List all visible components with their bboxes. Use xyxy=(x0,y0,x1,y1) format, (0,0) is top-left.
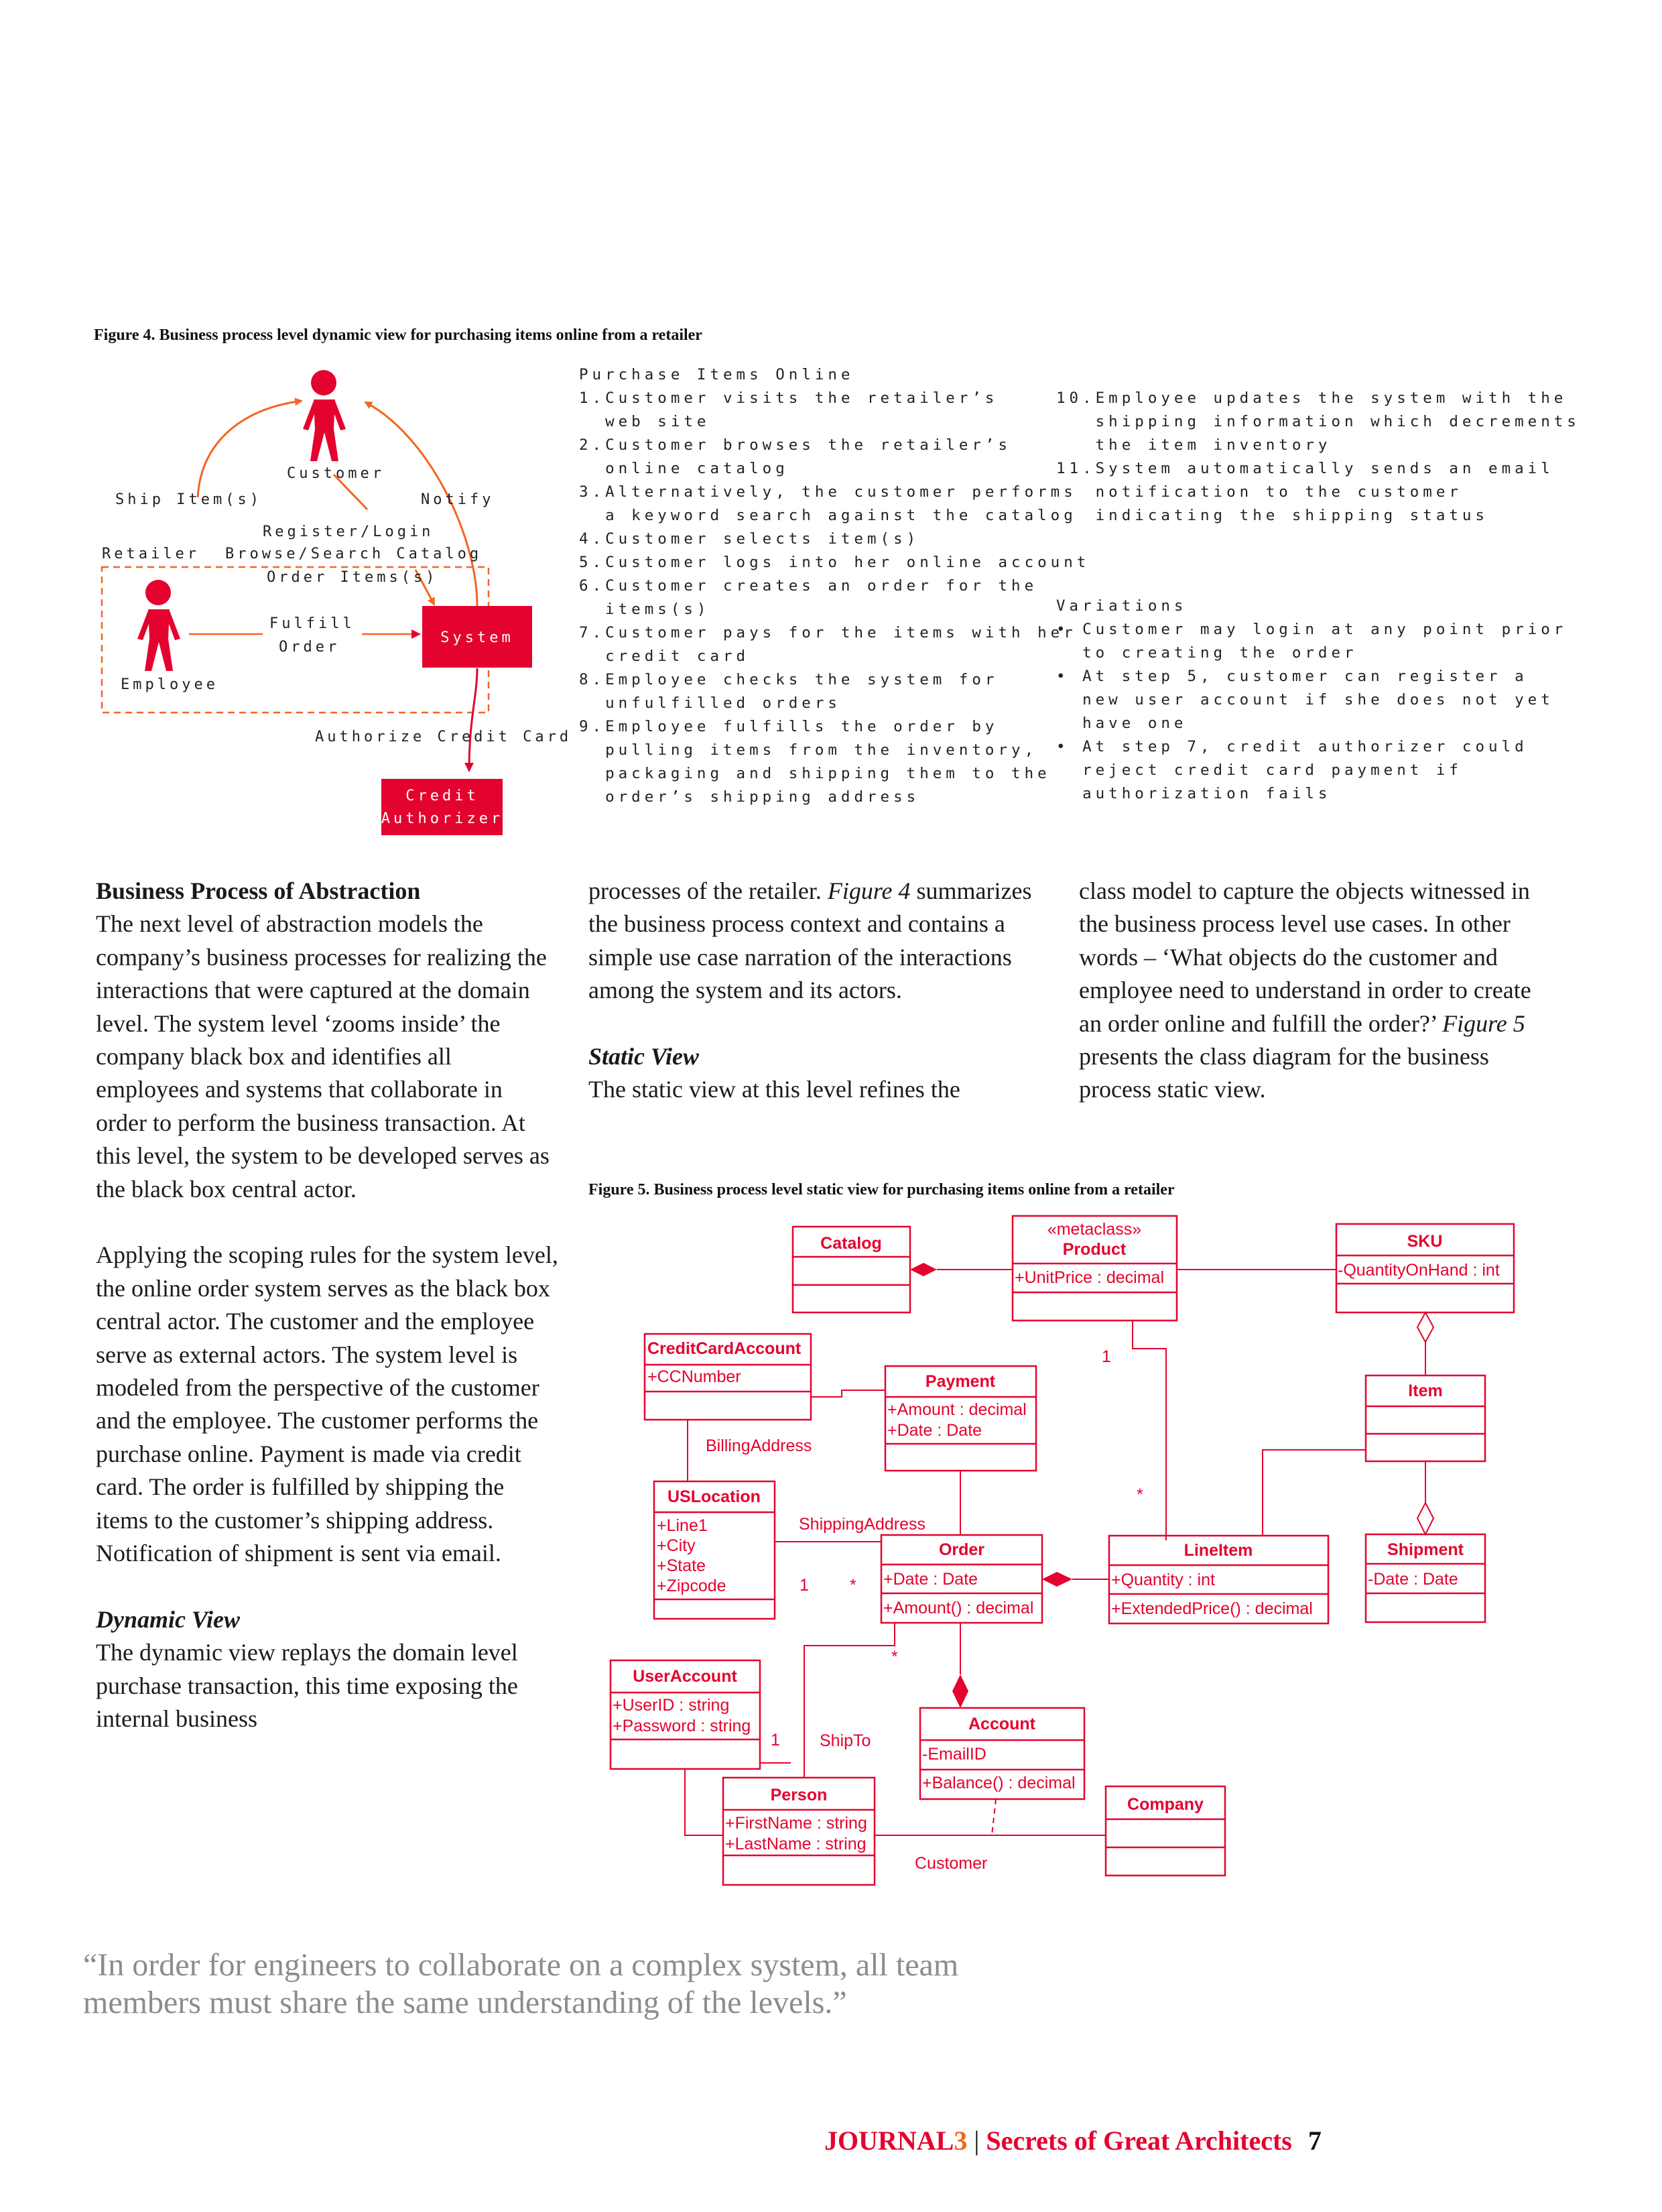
step-line: 9.Employee fulfills the order by xyxy=(579,718,999,735)
retailer-label: Retailer xyxy=(102,546,200,562)
mult-order-person-many: * xyxy=(891,1648,898,1666)
credit-card-account-name: CreditCardAccount xyxy=(647,1339,802,1358)
sku-name: SKU xyxy=(1407,1232,1443,1251)
step-line: shipping information which decrements xyxy=(1056,413,1580,430)
product-stereotype: «metaclass» xyxy=(1047,1220,1142,1239)
company-name: Company xyxy=(1127,1795,1204,1814)
step-line: order’s shipping address xyxy=(579,788,920,806)
variation-line: have one xyxy=(1056,715,1188,732)
step-line: 6.Customer creates an order for the xyxy=(579,577,1038,595)
pull-quote: “In order for engineers to collaborate on a complex system, all team members must share the same understanding of the levels.” xyxy=(83,1947,959,2020)
system-label: System xyxy=(440,629,514,646)
register-login-label: Register/Login xyxy=(263,524,434,540)
order-label: Order xyxy=(279,639,340,656)
variation-line: to creating the order xyxy=(1056,644,1358,662)
step-line: 7.Customer pays for the items with her xyxy=(579,624,1077,641)
step-line: items(s) xyxy=(579,601,710,618)
ship-items-label: Ship Item(s) xyxy=(115,491,262,508)
section-heading-static-view: Static View xyxy=(588,1043,700,1070)
step-line: 1.Customer visits the retailer’s xyxy=(579,389,999,407)
billing-address-label: BillingAddress xyxy=(706,1436,812,1455)
order-account-composition-icon xyxy=(952,1674,968,1708)
step-line: notification to the customer xyxy=(1056,483,1462,501)
col3-paragraph-1: class model to capture the objects witnessed in the business process level use cases. In other words – ‘What objects do the customer and employee need to understand in order to create an order online and fulfill the order?’ Figure 5 presents the class diagram for the business process static view. xyxy=(1079,877,1531,1103)
step-line: pulling items from the inventory, xyxy=(579,741,1038,759)
step-line: 2.Customer browses the retailer’s xyxy=(579,436,1012,454)
ship-to-label: ShipTo xyxy=(820,1731,871,1750)
footer-separator: | xyxy=(974,2126,980,2156)
step-line: unfulfilled orders xyxy=(579,694,841,712)
step-line: packaging and shipping them to the xyxy=(579,765,1051,782)
col2-paragraph-1: processes of the retailer. Figure 4 summarizes the business process context and contains a simple use case narration of the interactions among the system and its actors. xyxy=(588,877,1032,1004)
customer-label: Customer xyxy=(287,465,385,482)
person-attr-2: +LastName : string xyxy=(725,1835,867,1853)
step-line: 11.System automatically sends an email xyxy=(1056,460,1554,477)
credit-card-account-attr: +CCNumber xyxy=(647,1367,741,1386)
col1-paragraph-2: Applying the scoping rules for the system level, the online order system serves as the black box central actor. The customer and the employee serve as external actors. The system level is modeled from the perspective of the customer and the employee. The customer performs the purchase online. Payment is made via credit card. The order is fulfilled by shipping the items to the customer’s shipping address. Notification of shipment is sent via email. xyxy=(96,1241,558,1567)
catalog-product-composition-icon xyxy=(910,1263,937,1276)
shipping-address-label: ShippingAddress xyxy=(799,1515,926,1534)
uslocation-attr-2: +City xyxy=(657,1536,696,1555)
lineitem-op: +ExtendedPrice() : decimal xyxy=(1111,1599,1313,1618)
journal-logo: JOURNAL xyxy=(824,2126,954,2156)
person-name: Person xyxy=(770,1786,828,1804)
account-attr: -EmailID xyxy=(922,1745,986,1764)
variation-line: new user account if she does not yet xyxy=(1056,691,1554,709)
payment-name: Payment xyxy=(925,1372,996,1391)
account-op: +Balance() : decimal xyxy=(922,1774,1076,1792)
step-line: 4.Customer selects item(s) xyxy=(579,530,920,548)
footer-title: Secrets of Great Architects xyxy=(986,2126,1292,2156)
payment-attr-2: +Date : Date xyxy=(887,1421,982,1440)
uslocation-attr-1: +Line1 xyxy=(657,1516,708,1535)
page-number: 7 xyxy=(1307,2126,1322,2156)
step-line: credit card xyxy=(579,648,750,665)
variation-line: • Customer may login at any point prior xyxy=(1056,621,1568,638)
notify-label: Notify xyxy=(421,491,495,508)
sku-item-aggregation-icon xyxy=(1417,1312,1433,1342)
lineitem-attr: +Quantity : int xyxy=(1111,1571,1215,1589)
variation-line: authorization fails xyxy=(1056,785,1332,802)
account-name: Account xyxy=(968,1715,1035,1733)
footer xyxy=(824,2125,1322,2156)
step-line: 5.Customer logs into her online account xyxy=(579,554,1090,571)
uslocation-attr-3: +State xyxy=(657,1556,706,1575)
section-heading-business-process: Business Process of Abstraction xyxy=(96,877,421,904)
product-attr: +UnitPrice : decimal xyxy=(1015,1268,1164,1287)
step-line: indicating the shipping status xyxy=(1056,507,1489,524)
order-name: Order xyxy=(938,1540,985,1559)
authorize-credit-card-label: Authorize Credit Card xyxy=(315,729,572,745)
person-attr-1: +FirstName : string xyxy=(725,1814,867,1833)
col1-paragraph-3: The dynamic view replays the domain level purchase transaction, this time exposing the internal business xyxy=(96,1639,518,1733)
mult-lineitem-many: * xyxy=(1137,1485,1143,1504)
variation-line: • At step 7, credit authorizer could xyxy=(1056,738,1528,755)
order-op: +Amount() : decimal xyxy=(883,1599,1034,1617)
useraccount-name: UserAccount xyxy=(633,1667,737,1686)
mult-useraccount-one: 1 xyxy=(771,1731,780,1749)
product-name: Product xyxy=(1062,1240,1127,1259)
variations-title: Variations xyxy=(1056,597,1188,615)
variation-line: reject credit card payment if xyxy=(1056,761,1462,779)
figure-5-caption: Figure 5. Business process level static view for purchasing items online from a retailer xyxy=(588,1181,1175,1199)
steps-title: Purchase Items Online xyxy=(579,366,854,383)
employee-label: Employee xyxy=(121,676,218,693)
variation-line: • At step 5, customer can register a xyxy=(1056,668,1528,685)
useraccount-attr-1: +UserID : string xyxy=(613,1696,730,1715)
customer-role-label: Customer xyxy=(915,1854,988,1873)
shipment-name: Shipment xyxy=(1387,1540,1464,1559)
mult-product-one: 1 xyxy=(1102,1347,1111,1366)
order-attr: +Date : Date xyxy=(883,1570,978,1589)
uslocation-name: USLocation xyxy=(667,1487,761,1506)
step-line: 3.Alternatively, the customer performs xyxy=(579,483,1077,501)
order-items-label: Order Items(s) xyxy=(267,569,438,586)
col2-paragraph-2: The static view at this level refines the xyxy=(588,1076,960,1103)
shipment-attr: -Date : Date xyxy=(1368,1570,1458,1589)
step-line: 8.Employee checks the system for xyxy=(579,671,999,688)
col1-paragraph-1: The next level of abstraction models the company’s business processes for realizing the interactions that were captured at the domain level. The system level ‘zooms inside’ the company black box and identifies all employees and systems that collaborate in order to perform the business transaction. At this level, the system to be developed serves as the black box central actor. xyxy=(96,910,550,1203)
fulfill-label: Fulfill xyxy=(269,615,355,632)
figure-4-caption: Figure 4. Business process level dynamic view for purchasing items online from a retailer xyxy=(94,326,702,344)
mult-order-many: * xyxy=(850,1576,856,1595)
authorizer-label: Authorizer xyxy=(381,810,504,827)
catalog-name: Catalog xyxy=(820,1234,882,1253)
browse-search-label: Browse/Search Catalog xyxy=(225,546,483,562)
section-heading-dynamic-view: Dynamic View xyxy=(96,1605,240,1633)
credit-label: Credit xyxy=(405,788,479,804)
item-name: Item xyxy=(1408,1381,1443,1400)
step-line: web site xyxy=(579,413,710,430)
useraccount-attr-2: +Password : string xyxy=(613,1717,751,1735)
sku-attr: -QuantityOnHand : int xyxy=(1338,1261,1500,1280)
order-lineitem-composition-icon xyxy=(1042,1572,1072,1587)
step-line: the item inventory xyxy=(1056,436,1332,454)
lineitem-name: LineItem xyxy=(1184,1541,1253,1560)
payment-attr-1: +Amount : decimal xyxy=(887,1400,1027,1419)
item-shipment-aggregation-icon xyxy=(1417,1503,1433,1534)
step-line: online catalog xyxy=(579,460,789,477)
step-line: 10.Employee updates the system with the xyxy=(1056,389,1568,407)
mult-uslocation-one: 1 xyxy=(800,1576,809,1595)
step-line: a keyword search against the catalog xyxy=(579,507,1077,524)
journal-number: 3 xyxy=(954,2126,968,2156)
uslocation-attr-4: +Zipcode xyxy=(657,1577,726,1595)
